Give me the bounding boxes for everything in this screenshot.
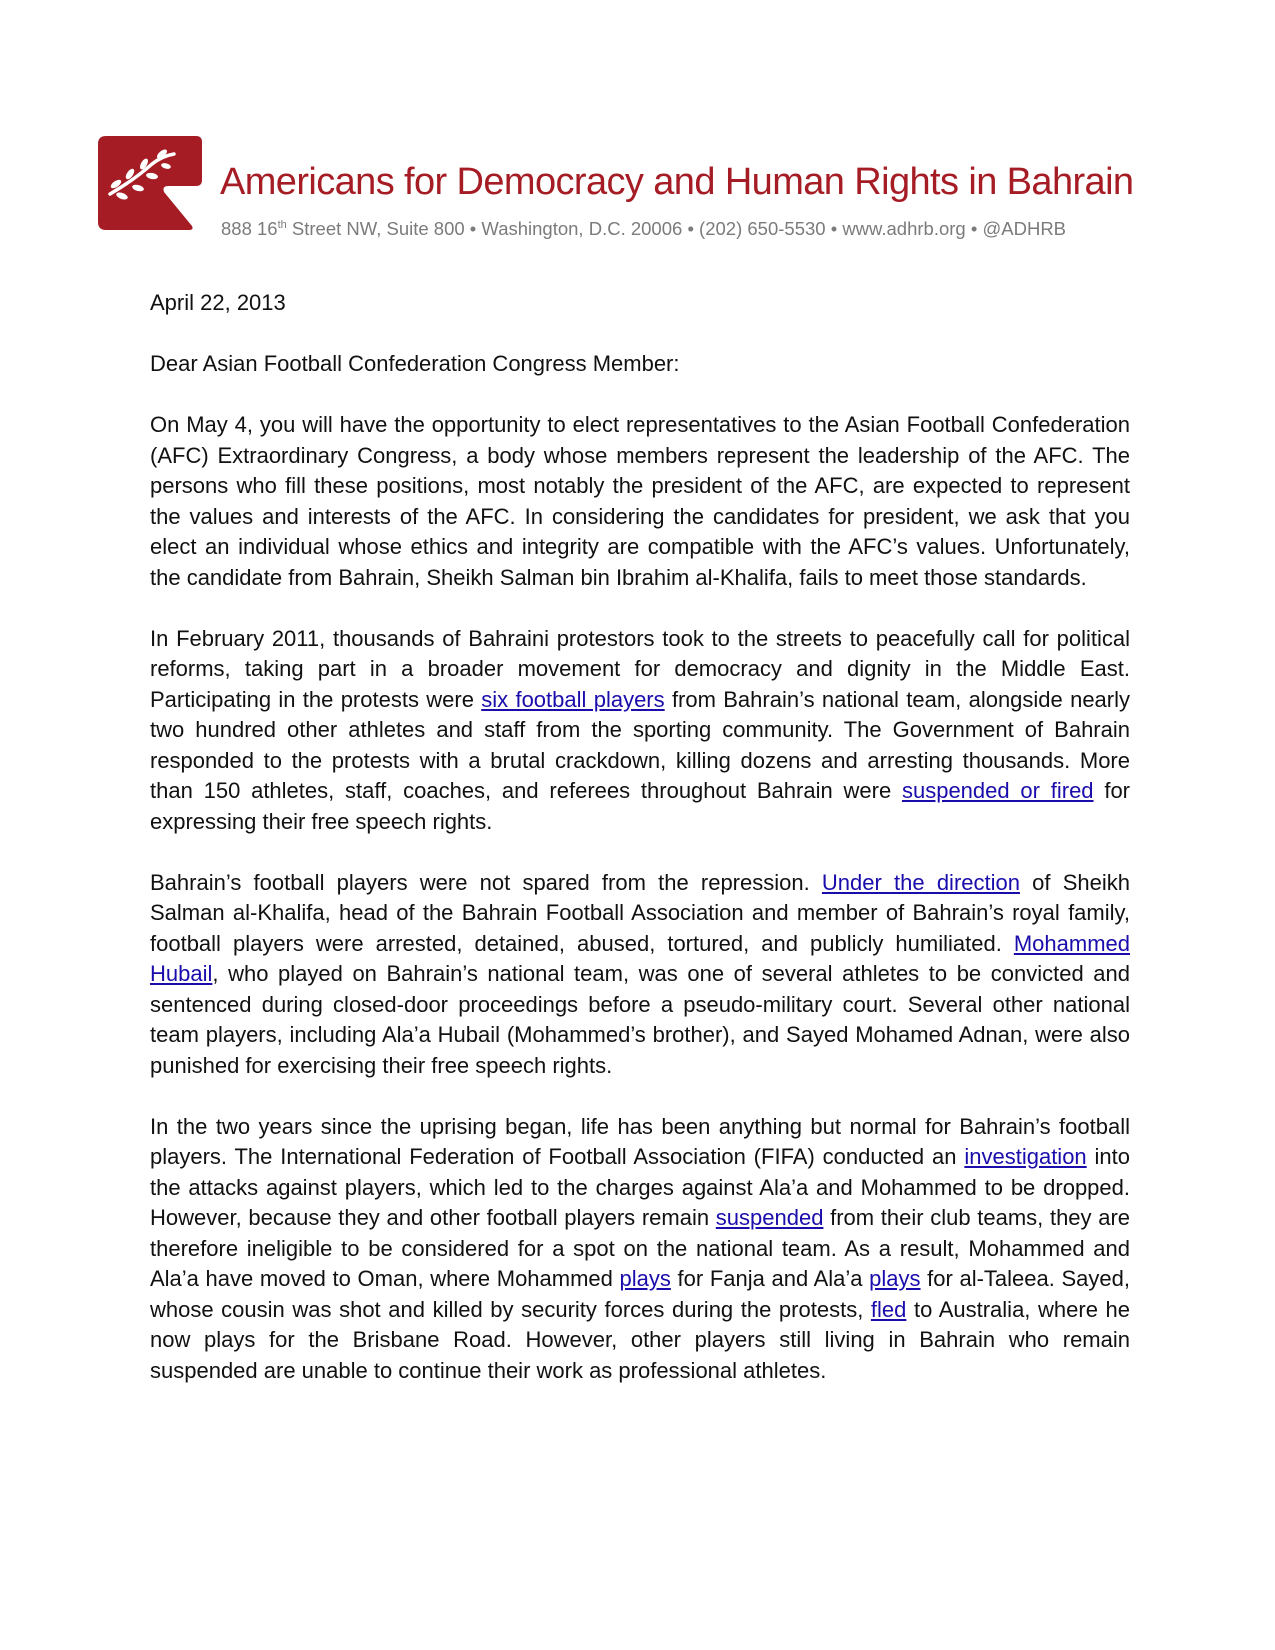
letter-date: April 22, 2013	[150, 290, 286, 315]
plays-al-taleea-link[interactable]: plays	[869, 1266, 921, 1291]
suspended-link[interactable]: suspended	[715, 1205, 824, 1230]
mohammed-hubail-link[interactable]: Mohammed Hubail	[150, 930, 1130, 986]
investigation-link[interactable]: investigation	[964, 1144, 1087, 1169]
letter-body	[150, 288, 1130, 1417]
fled-link[interactable]: fled	[870, 1296, 907, 1322]
plays-fanja-link[interactable]: plays	[619, 1266, 671, 1291]
letterhead	[92, 136, 1172, 246]
address-ordinal: th	[277, 218, 287, 231]
letter-salutation: Dear Asian Football Confederation Congress Member:	[150, 351, 680, 376]
org-name: Americans for Democracy and Human Rights in Bahrain	[220, 161, 1134, 203]
address-suffix: Street NW, Suite 800 • Washington, D.C. 20006 • (202) 650-5530 • www.adhrb.org • @ADHRB	[286, 218, 1067, 239]
org-address	[221, 218, 1066, 240]
paragraph-text: for Fanja and Ala’a	[670, 1266, 870, 1291]
under-the-direction-link[interactable]: Under the direction	[821, 869, 1020, 895]
paragraph-text: to Australia, where he now plays for the Brisbane Road. However, other players still living in Bahrain who remain suspended are unable to continue their work as professional athletes.	[150, 1296, 1130, 1383]
paragraph-text: into the attacks against players, which led to the charges against Ala’a and Mohammed to be dropped. However, because they and other football players remain	[150, 1144, 1130, 1230]
paragraph-text: from Bahrain’s national team, alongside nearly two hundred other athletes and staff from the sporting community. The Government of Bahrain responded to the protests with a brutal crackdown, killing dozens and arresting thousands. More than 150 athletes, staff, coaches, and referees throughout Bahrain were	[150, 686, 1131, 803]
paragraph-text: In February 2011, thousands of Bahraini protestors took to the streets to peacefully call for political reforms, taking part in a broader movement for democracy and dignity in the Middle East. Participating in the protests were	[150, 625, 1130, 712]
paragraph-1: On May 4, you will have the opportunity to elect representatives to the Asian Football Confederation (AFC) Extraordinary Congress, a body whose members represent the leadership of the AFC. The persons who fill these positions, most notably the president of the AFC, are expected to represent the values and interests of the AFC. In considering the candidates for president, we ask that you elect an individual whose ethics and integrity are compatible with the AFC’s values. Unfortunately, the candidate from Bahrain, Sheikh Salman bin Ibrahim al-Khalifa, fails to meet those standards.	[150, 412, 1130, 590]
paragraph-text: Bahrain’s football players were not spared from the repression.	[150, 869, 822, 895]
paragraph-text: of Sheikh Salman al-Khalifa, head of the Bahrain Football Association and member of Bahrain’s royal family, football players were arrested, detained, abused, tortured, and publicly humiliated.	[150, 869, 1130, 956]
paragraph-text: , who played on Bahrain’s national team, was one of several athletes to be convicted and sentenced during closed-door proceedings before a pseudo-military court. Several other national team players, including Ala’a Hubail (Mohammed’s brother), and Sayed Mohamed Adnan, were also punished for exercising their free speech rights.	[150, 961, 1130, 1078]
olive-branch-icon	[92, 136, 204, 232]
paragraph-4	[150, 1112, 1130, 1387]
paragraph-text: In the two years since the uprising began, life has been anything but normal for Bahrain’s football players. The International Federation of Football Association (FIFA) conducted an	[150, 1113, 1130, 1169]
paragraph-2	[150, 624, 1130, 838]
six-football-players-link[interactable]: six football players	[481, 686, 665, 712]
suspended-or-fired-link[interactable]: suspended or fired	[901, 778, 1094, 803]
paragraph-text: for al-Taleea. Sayed, whose cousin was shot and killed by security forces during the protests,	[150, 1266, 1130, 1322]
paragraph-3	[150, 868, 1130, 1082]
paragraph-text: for expressing their free speech rights.	[150, 778, 1131, 834]
paragraph-text: from their club teams, they are therefore ineligible to be considered for a spot on the national team. As a result, Mohammed and Ala’a have moved to Oman, where Mohammed	[150, 1205, 1131, 1291]
address-prefix: 888 16	[221, 218, 278, 239]
